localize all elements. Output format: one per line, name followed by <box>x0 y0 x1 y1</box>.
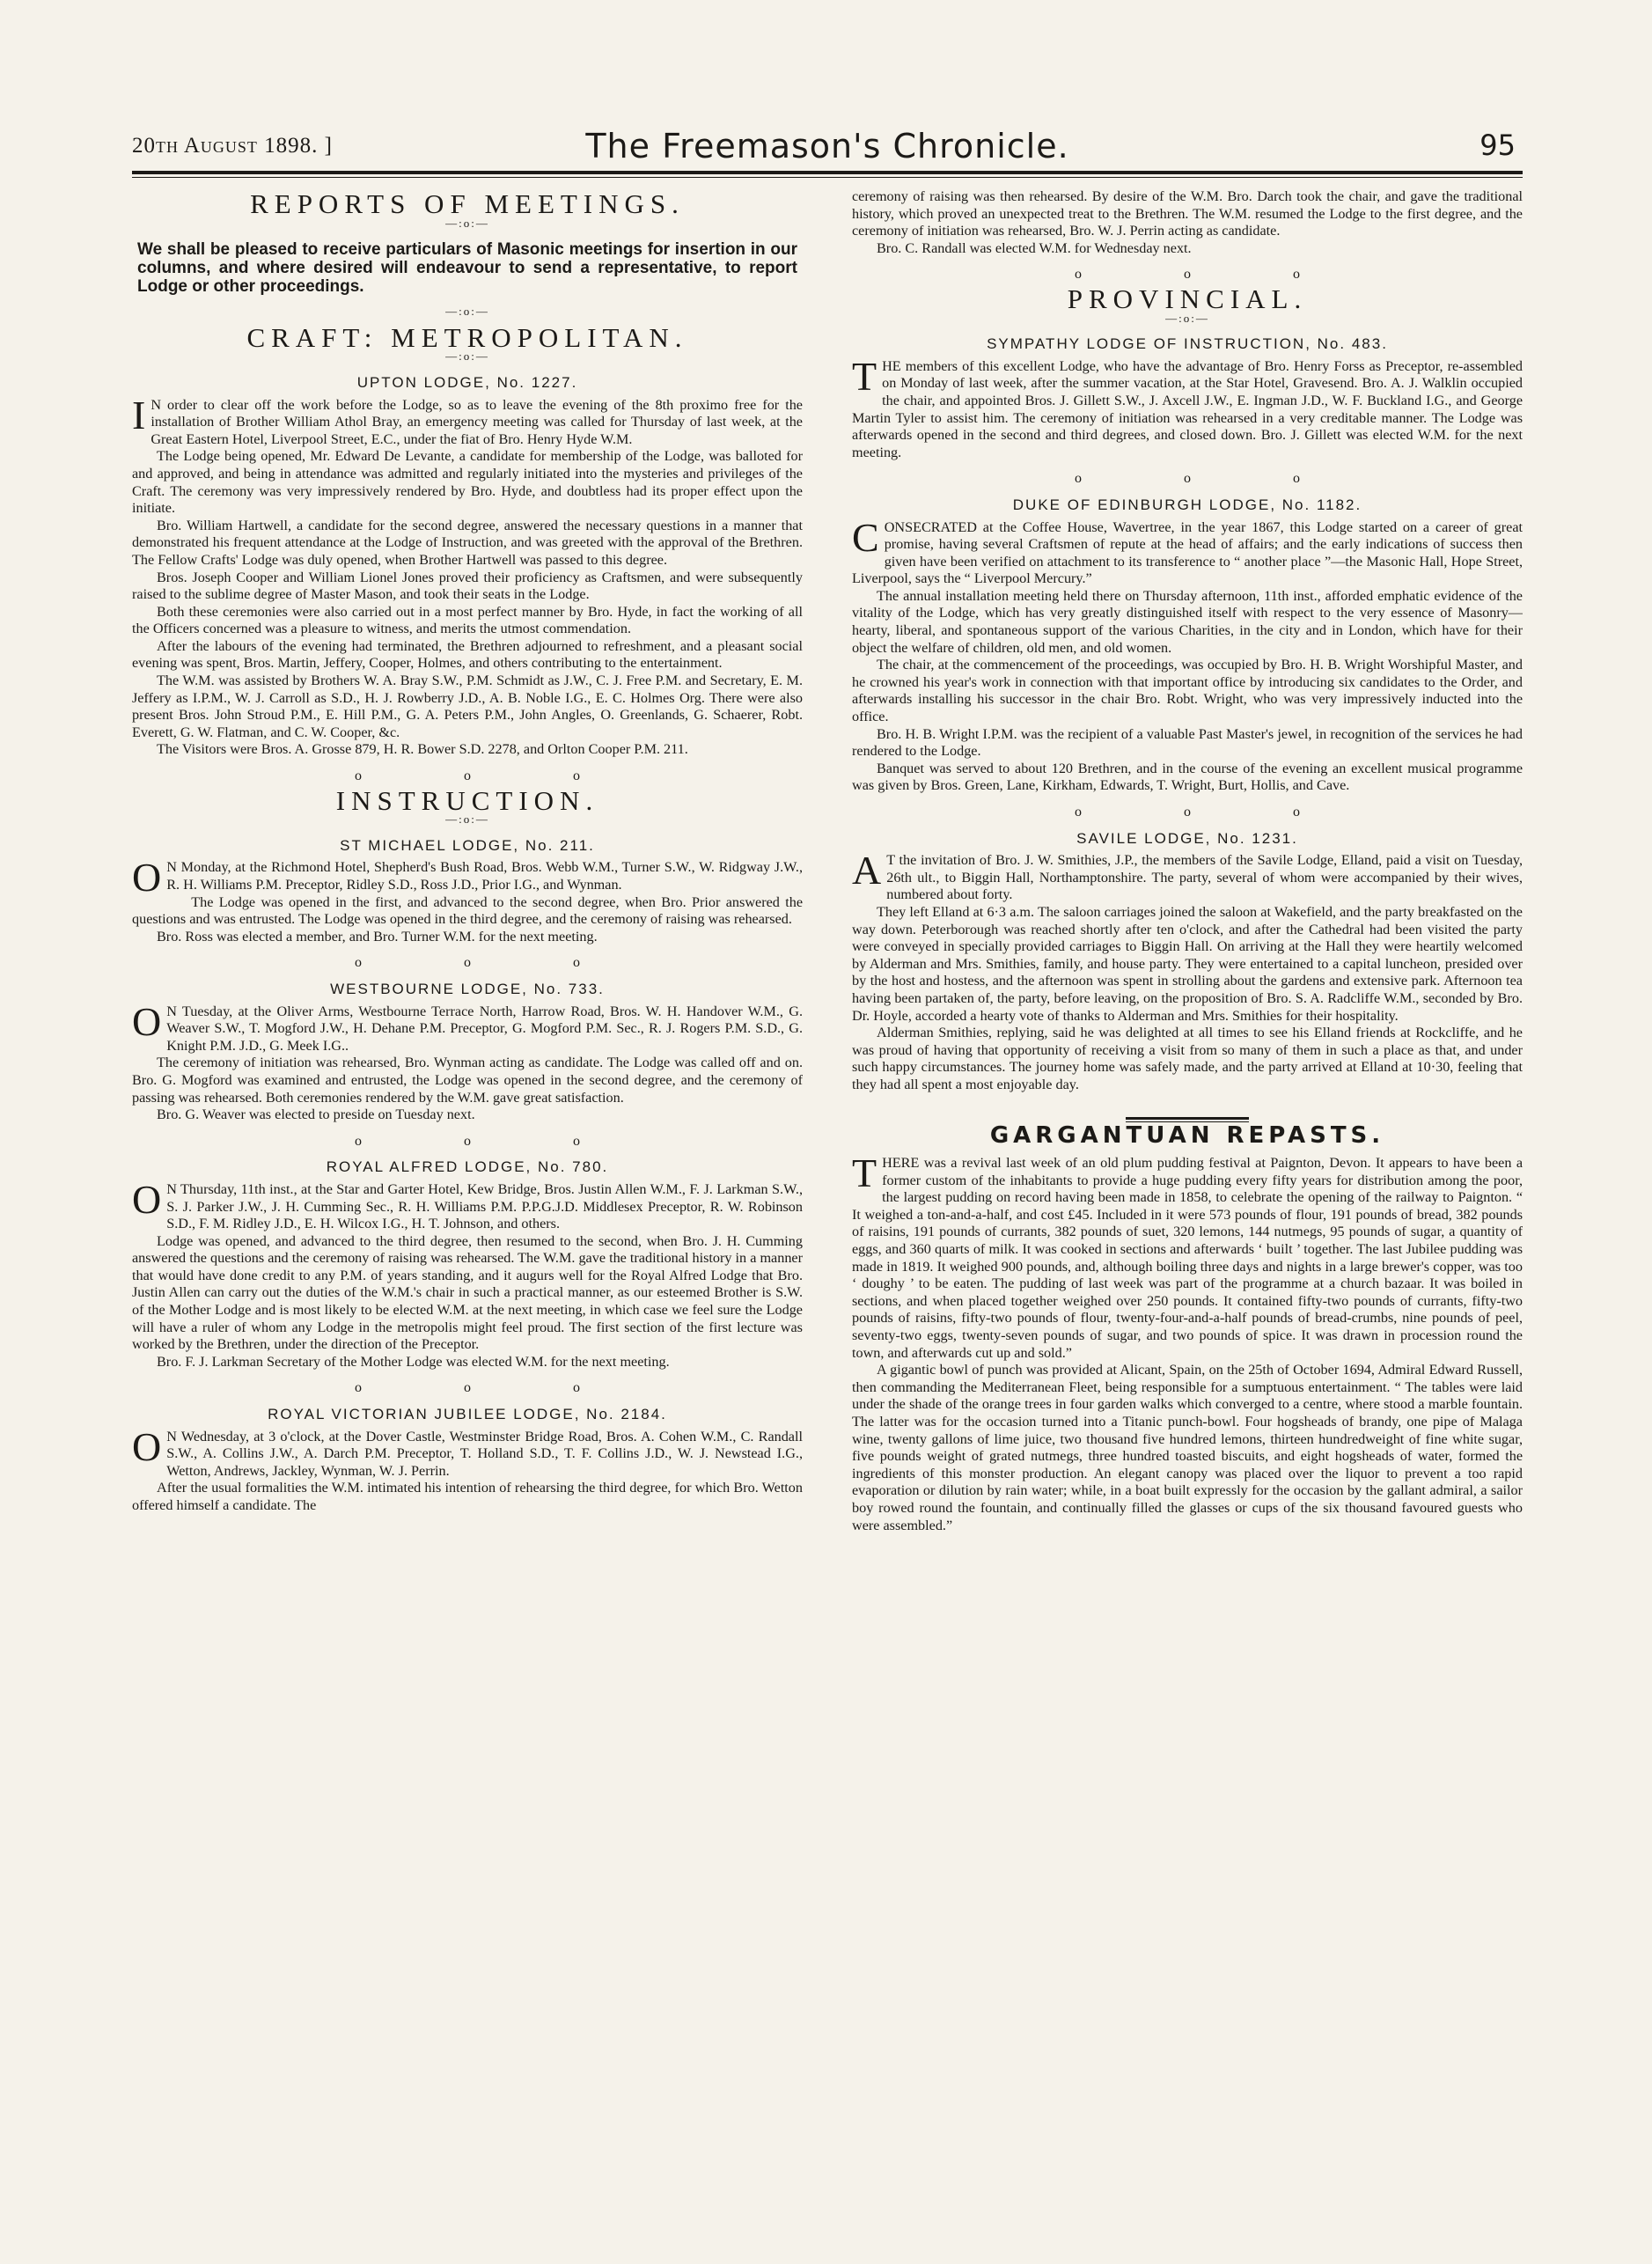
article-paragraph: O N Monday, at the Richmond Hotel, Shepherd's Bush Road, Bros. Webb W.M., Turner S.W., W. Ridgway J.W., R. H. Williams P.M. Preceptor, Ridley S.D., Ross J.D., Prior I.G., and Wynman. <box>132 855 803 900</box>
article-paragraph: Bros. Joseph Cooper and William Lionel Jones proved their proficiency as Craftsmen, and were subsequently raised to the sublime degree of Master Mason, and took their seats in the Lodge. <box>132 569 803 603</box>
drop-cap: O <box>132 1176 162 1222</box>
masthead-rule <box>132 171 1523 178</box>
lodge-title: UPTON LODGE, No. 1227. <box>356 373 578 391</box>
article-paragraph: Alderman Smithies, replying, said he was delighted at all times to see his Elland friends at Rockcliffe, and he was proud of having that opportunity of receiving a visit from so many of them in such a place as that, and under such happy circumstances. The journey home was safely made, and the party arrived at Elland at 10·30, feeling that they had all spent a most enjoyable day. <box>852 1025 1523 1092</box>
article-paragraph: A T the invitation of Bro. J. W. Smithies, J.P., the members of the Savile Lodge, Elland, paid a visit on Tuesday, 26th ult., to Biggin Hall, Northamptonshire. The party, several of whom were accompanied by their wives, numbered about forty. <box>852 848 1523 903</box>
article-paragraph: Bro. H. B. Wright I.P.M. was the recipient of a valuable Past Master's jewel, in recognition of the services he had rendered to the Lodge. <box>852 725 1523 760</box>
drop-cap: I <box>132 392 146 437</box>
article-paragraph: The Lodge being opened, Mr. Edward De Levante, a candidate for membership of the Lodge, was balloted for and approved, and being in attendance was admitted and regularly initiated into the mysteries and privileges of the Craft. The ceremony was very impressively rendered by Bro. Hyde, and doubtless had its proper effect upon the initiate. <box>132 448 803 517</box>
publication-title: The Freemason's Chronicle. <box>585 127 1069 165</box>
page-number: 95 <box>1479 129 1516 162</box>
article-paragraph: Both these ceremonies were also carried out in a most perfect manner by Bro. Hyde, in fact the working of all the Officers concerned was a pleasure to witness, and merits the utmost commendation. <box>132 603 803 637</box>
article-paragraph: The ceremony of initiation was rehearsed, Bro. Wynman acting as candidate. The Lodge was called off and on. Bro. G. Mogford was examined and entrusted, the Lodge was opened in the second degree, and the ceremony of passing was rehearsed. Both ceremonies rendered by the W.M. gave great satisfaction. <box>132 1055 803 1106</box>
lodge-title: WESTBOURNE LODGE, No. 733. <box>330 980 605 997</box>
instruction-heading: INSTRUCTION. <box>335 784 599 816</box>
heading-rule <box>1126 1117 1249 1122</box>
separator: —:o:— <box>445 305 489 319</box>
article-paragraph: The Lodge was opened in the first, and advanced to the second degree, when Bro. Prior answered the questions and was entrusted. The Lodge was opened in the third degree, and the ceremony of raising was rehearsed. <box>132 893 803 928</box>
article-paragraph: Bro. F. J. Larkman Secretary of the Mother Lodge was elected W.M. for the next meeting. <box>157 1353 670 1370</box>
separator: —:o:— <box>445 216 489 230</box>
section-divider: o o o <box>1075 805 1349 820</box>
article-paragraph: O N Wednesday, at 3 o'clock, at the Dover Castle, Westminster Bridge Road, Bros. A. Cohen W.M., C. Randall S.W., A. Collins J.W., A. Darch P.M. Preceptor, T. Holland S.D., T. F. Collins J.D., W. J. Newstead I.G., Wetton, Andrews, Jackley, Wynman, W. J. Perrin. <box>132 1423 803 1479</box>
lodge-title: DUKE OF EDINBURGH LODGE, No. 1182. <box>1012 496 1362 513</box>
lodge-title: ROYAL VICTORIAN JUBILEE LODGE, No. 2184. <box>268 1406 667 1423</box>
separator: —:o:— <box>445 349 489 364</box>
drop-cap: T <box>852 1150 877 1196</box>
article-paragraph: The annual installation meeting held there on Thursday afternoon, 11th inst., afforded emphatic evidence of the vitality of the Lodge, which has very greatly distinguished itself with respect to the very essence of Masonry—hearty, liberal, and spontaneous support of the various Charities, in the city and in London, which have for their object the welfare of children, old men, and old women. <box>852 587 1523 656</box>
section-divider: o o o <box>355 1133 629 1149</box>
article-paragraph: THERE was a revival last week of an old plum pudding festival at Paignton, Devon. It appears to have been a former custom of the inhabitants to provide a huge pudding every fifty years for distribution among the poor, the largest pudding on record having been made in 1858, to celebrate the opening of the railway to Paignton. “ It weighed a ton-and-a-half, and cost £45. Included in it were 573 pounds of flour, 191 pounds of bread, 382 pounds of raisins, 191 pounds of currants, 382 pounds of suet, 320 lemons, 144 nutmegs, 95 pounds of sugar, a quantity of eggs, and 360 quarts of milk. It was cooked in sections and afterwards ‘ built ’ together. The last Jubilee pudding was made in 1819. It weighed 900 pounds, and, although boiling three days and nights in a large brewer's copper, was too ‘ doughy ’ to be eaten. The pudding of last week was part of the programme at a church bazaar. It was boiled in sections, and when placed together weighed over 250 pounds. It contained fifty-two pounds of currants, fifty-two pounds of raisins, fifty-two pounds of flour, twenty-four-and-a-half pounds of bread-crumbs, nine pounds of peel, seventy-two eggs, twenty-seven pounds of sugar, and two pounds of spice. It was drawn in procession round the town, and afterwards cut up and sold.” <box>852 1150 1523 1361</box>
drop-cap: A <box>852 848 882 893</box>
article-paragraph: After the usual formalities the W.M. intimated his intention of rehearsing the third degree, for which Bro. Wetton offered himself a candidate. The <box>132 1480 803 1513</box>
drop-cap: T <box>852 353 877 399</box>
article-paragraph: After the labours of the evening had terminated, the Brethren adjourned to refreshment, and a pleasant social evening was spent, Bros. Martin, Jeffery, Cooper, Holmes, and others contributing to the entertainment. <box>132 637 803 672</box>
article-paragraph: A gigantic bowl of punch was provided at Alicant, Spain, on the 25th of October 1694, Admiral Edward Russell, then commanding the Mediterranean Fleet, being responsible for a sumptuous entertainment. “ The tables were laid under the shade of the orange trees in four garden walks which converged to a centre, where stood a marble fountain. The latter was for the occasion turned into a Titanic punch-bowl. Four hogsheads of brandy, one pipe of Malaga wine, twenty gallons of lime juice, two thousand five hundred lemons, thirteen hundredweight of fine white sugar, five pounds weight of grated nutmegs, three hundred toasted biscuits, and eight hogsheads of water, formed the ingredients of this monster production. An elegant canopy was placed over the liquor to prevent a too rapid evaporation or dilution by rain water; while, in a boat built expressly for the occasion by the gallant admiral, a sailor boy rowed round the fountain, and continually filled the glasses or cups of the six thousand favoured guests who were assembled.” <box>852 1362 1523 1533</box>
article-paragraph: THE members of this excellent Lodge, who have the advantage of Bro. Henry Forss as Preceptor, re-assembled on Monday of last week, after the summer vacation, at the Star Hotel, Gravesend. Bro. A. J. Walklin occupied the chair, and appointed Bros. J. Gillett S.W., J. Axcell J.W., E. Ingman J.D., W. F. Buckland I.G., and George Martin Tyler to assist him. The ceremony of initiation was rehearsed in a very creditable manner. The Lodge was afterwards opened in the second and third degrees, and closed down. Bro. J. Gillett was elected W.M. for the next meeting. <box>852 353 1523 460</box>
section-divider: o o o <box>1075 471 1349 487</box>
drop-cap: C <box>852 514 879 560</box>
article-paragraph: CONSECRATED at the Coffee House, Wavertree, in the year 1867, this Lodge started on a career of great promise, having several Craftsmen of repute at the head of affairs; and the early indications of success then given have been verified on attachment to its transference to “ another place ”—the Masonic Hall, Hope Street, Liverpool, says the “ Liverpool Mercury.” <box>852 514 1523 587</box>
section-divider: o o o <box>1075 267 1349 283</box>
right-column <box>852 188 1523 2222</box>
section-divider: o o o <box>355 955 629 971</box>
craft-metropolitan-heading: CRAFT: METROPOLITAN. <box>246 321 688 353</box>
article-paragraph: They left Elland at 6·3 a.m. The saloon carriages joined the saloon at Wakefield, and the party breakfasted on the way down. Peterborough was reached shortly after ten o'clock, and after the Cathedral had been visited the party were conveyed in specially provided carriages to Biggin Hall. On arriving at the Hall they were heartily welcomed by Alderman and Mrs. Smithies, family, and house party. They were entertained to a capital luncheon, presided over by the host and hostess, and the afternoon was spent in strolling about the gardens and extensive park. Afternoon tea having been partaken of, the party, before leaving, on the proposition of Bro. S. A. Radcliffe W.M., seconded by Bro. Dr. Hoyle, accorded a hearty vote of thanks to Alderman and Mrs. Smithies for their hospitality. <box>852 903 1523 1024</box>
gargantuan-heading: GARGANTUAN REPASTS. <box>989 1121 1385 1149</box>
article-paragraph: I N order to clear off the work before the Lodge, so as to leave the evening of the 8th proximo free for the installation of Brother William Athol Bray, an emergency meeting was called for Thursday of last week, at the Great Eastern Hotel, Liverpool Street, E.C., under the fiat of Bro. Henry Hyde W.M. <box>132 392 803 447</box>
article-paragraph: Bro. C. Randall was elected W.M. for Wednesday next. <box>877 239 1192 256</box>
intro-notice: We shall be pleased to receive particulars of Masonic meetings for insertion in our columns, and where desired will endeavour to send a representative, to report Lodge or other proceedings. <box>137 240 797 297</box>
article-paragraph: Bro. G. Weaver was elected to preside on Tuesday next. <box>157 1106 475 1123</box>
article-paragraph: O N Thursday, 11th inst., at the Star and Garter Hotel, Kew Bridge, Bros. Justin Allen W.M., F. J. Larkman S.W., S. J. Parker J.W., J. H. Cumming Sec., R. H. Williams P.M. P.P.G.J.D. Middlesex Preceptor, R. W. Robinson S.D., F. M. Ridley J.D., E. H. Wilcox I.G., H. T. Johnson, and others. <box>132 1176 803 1232</box>
drop-cap: O <box>132 998 162 1044</box>
lodge-title: ST MICHAEL LODGE, No. 211. <box>340 836 595 854</box>
provincial-heading: PROVINCIAL. <box>1067 283 1308 314</box>
drop-cap: O <box>132 1423 162 1469</box>
lodge-title: ROYAL ALFRED LODGE, No. 780. <box>326 1158 609 1176</box>
lodge-title: SYMPATHY LODGE OF INSTRUCTION, No. 483. <box>987 335 1388 353</box>
article-paragraph: The chair, at the commencement of the proceedings, was occupied by Bro. H. B. Wright Worshipful Master, and he crowned his year's work in connection with that important office by introducing six candidates to the Order, and afterwards installing his successor in the chair Bro. Robt. Wright, who was very impressively inducted into the office. <box>852 657 1523 725</box>
article-paragraph: Banquet was served to about 120 Brethren, and in the course of the evening an excellent musical programme was given by Bros. Green, Lane, Kirkham, Edwards, T. Wright, Burt, Hollis, and Cave. <box>852 760 1523 794</box>
left-column <box>132 188 803 2222</box>
article-paragraph: Bro. William Hartwell, a candidate for the second degree, answered the necessary questions in a manner that demonstrated his frequent attendance at the Lodge of Instruction, and was greeted with the approval of the Brethren. The Fellow Crafts' Lodge was duly opened, when Brother Hartwell was passed to this degree. <box>132 517 803 568</box>
reports-heading: REPORTS OF MEETINGS. <box>250 188 685 219</box>
article-paragraph: Bro. Ross was elected a member, and Bro. Turner W.M. for the next meeting. <box>157 928 598 945</box>
issue-date: 20th August 1898. ] <box>132 134 333 158</box>
article-paragraph: O N Tuesday, at the Oliver Arms, Westbourne Terrace North, Harrow Road, Bros. W. H. Handover W.M., G. Weaver S.W., T. Mogford J.W., H. Dehane P.M. Preceptor, G. Mogford P.M. Sec., R. J. Rogers P.M. S.D., G. Knight P.M. J.D., G. Meek I.G.. <box>132 998 803 1054</box>
section-divider: o o o <box>355 768 629 784</box>
article-paragraph: Lodge was opened, and advanced to the third degree, then resumed to the second, when Bro. J. H. Cumming answered the questions and the ceremony of raising was rehearsed. The W.M. gave the traditional history in a manner that would have done credit to any P.M. of years standing, and it augurs well for the Royal Alfred Lodge that Bro. Justin Allen can carry out the duties of the W.M.'s chair in such a practical manner, as our esteemed Brother is S.W. of the Mother Lodge and is most likely to be elected W.M. at the next meeting, in which case we feel sure the Lodge will have a ruler of whom any Lodge in the metropolis might feel proud. The first section of the first lecture was worked by the Brethren, under the direction of the Preceptor. <box>132 1232 803 1353</box>
lodge-title: SAVILE LODGE, No. 1231. <box>1076 829 1298 847</box>
separator: —:o:— <box>1165 311 1209 325</box>
separator: —:o:— <box>445 812 489 827</box>
section-divider: o o o <box>355 1380 629 1396</box>
article-paragraph: ceremony of raising was then rehearsed. By desire of the W.M. Bro. Darch took the chair, and gave the traditional history, which proved an unexpected treat to the Brethren. The W.M. resumed the Lodge to the first degree, and the ceremony of initiation was rehearsed, Bro. W. J. Perrin acting as candidate. <box>852 188 1523 239</box>
article-paragraph: The W.M. was assisted by Brothers W. A. Bray S.W., P.M. Schmidt as J.W., C. J. Free P.M. and Secretary, E. M. Jeffery as I.P.M., W. J. Carroll as S.D., H. J. Rowberry J.D., A. B. Noble I.G., E. C. Holmes Org. There were also present Bros. John Stroud P.M., E. Hill P.M., G. A. Peters P.M., John Angles, O. Greenlands, G. Schaerer, Robt. Everett, G. W. Flatman, and C. W. Cooper, &c. <box>132 673 803 740</box>
article-paragraph: The Visitors were Bros. A. Grosse 879, H. R. Bower S.D. 2278, and Orlton Cooper P.M. 211. <box>157 741 688 758</box>
masthead <box>132 116 1523 169</box>
drop-cap: O <box>132 855 162 900</box>
